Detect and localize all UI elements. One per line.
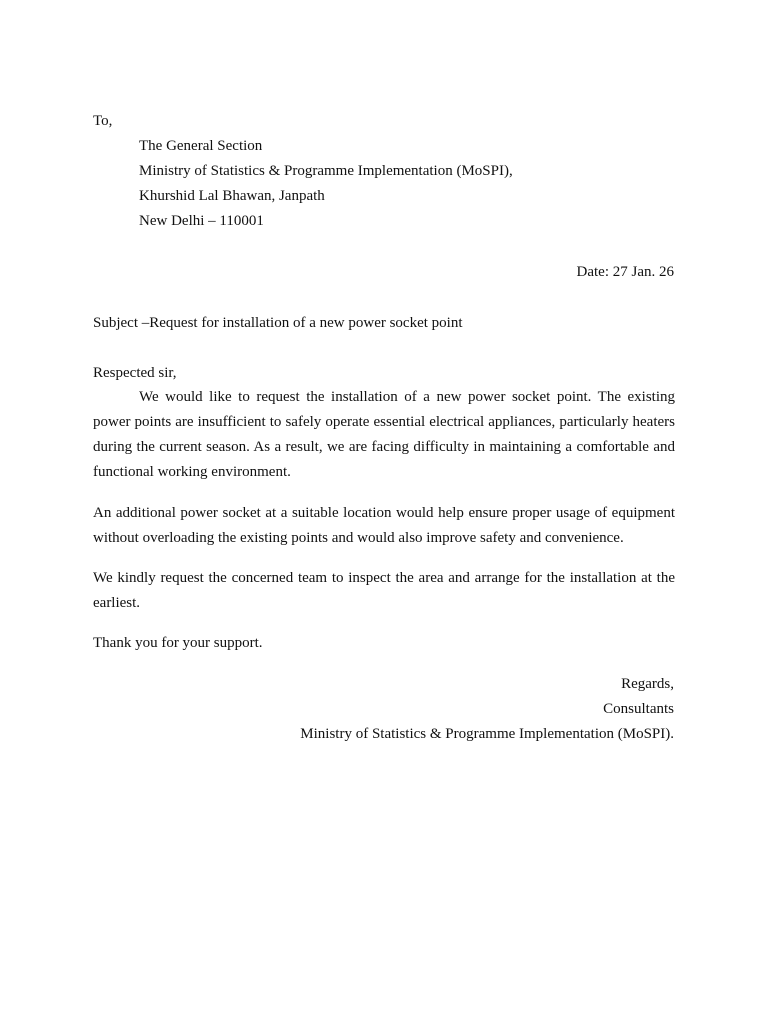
recipient-city: New Delhi – 110001 <box>139 213 264 229</box>
recipient-building: Khurshid Lal Bhawan, Janpath <box>139 188 325 204</box>
closing-sender: Consultants <box>603 701 674 717</box>
to-label: To, <box>93 113 113 129</box>
body-paragraph-benefit: An additional power socket at a suitable location would help ensure proper usage of equipment without overloading the existing points and would also improve safety and convenience. <box>93 505 675 546</box>
body-paragraph-request: We would like to request the installation of a new power socket point. The existing power points are insufficient to safely operate essential electrical appliances, particularly heaters during the current season. As a result, we are facing difficulty in maintaining a comfortable and functional working environment. <box>93 389 675 480</box>
letter-date: Date: 27 Jan. 26 <box>576 264 674 280</box>
recipient-section: The General Section <box>139 138 263 154</box>
closing-regards: Regards, <box>621 676 674 692</box>
recipient-ministry: Ministry of Statistics & Programme Implementation (MoSPI), <box>139 163 513 179</box>
body-paragraph-thanks: Thank you for your support. <box>93 635 263 651</box>
closing-organization: Ministry of Statistics & Programme Implementation (MoSPI). <box>300 726 674 742</box>
body-paragraph-action: We kindly request the concerned team to inspect the area and arrange for the installation at the earliest. <box>93 570 675 611</box>
letter-subject: Subject –Request for installation of a new power socket point <box>93 315 463 331</box>
salutation: Respected sir, <box>93 365 177 381</box>
